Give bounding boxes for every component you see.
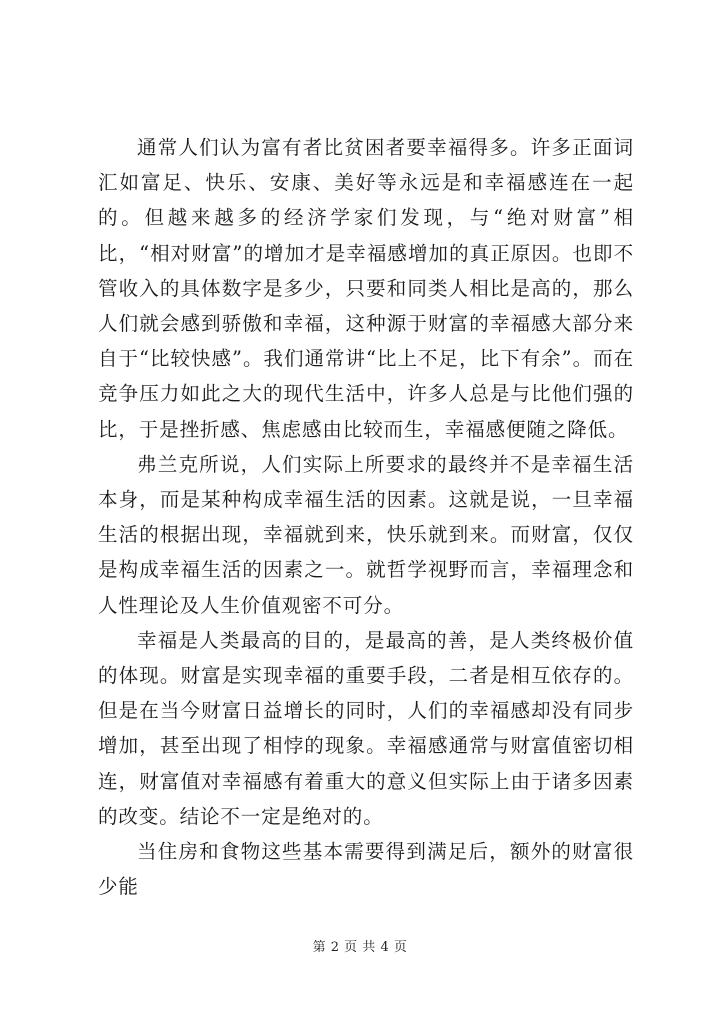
paragraph-4: 当住房和食物这些基本需要得到满足后，额外的财富很少能	[98, 840, 634, 899]
body-text	[98, 130, 634, 904]
paragraph-3: 幸福是人类最高的目的，是最高的善，是人类终极价值的体现。财富是实现幸福的重要手段，二者是相互依存的。但是在当今财富日益增长的同时，人们的幸福感却没有同步增加，甚至出现了相悖的现象。幸福感通常与财富值密切相连，财富值对幸福感有着重大的意义但实际上由于诸多因素的改变。结论不一定是绝对的。	[98, 628, 634, 828]
page-number-footer: 第 2 页 共 4 页	[312, 940, 408, 955]
paragraph-1: 通常人们认为富有者比贫困者要幸福得多。许多正面词汇如富足、快乐、安康、美好等永远是和幸福感连在一起的。但越来越多的经济学家们发现，与“绝对财富”相比，“相对财富”的增加才是幸福感增加的真正原因。也即不管收入的具体数字是多少，只要和同类人相比是高的，那么人们就会感到骄傲和幸福，这种源于财富的幸福感大部分来自于“比较快感”。我们通常讲“比上不足，比下有余”。而在竞争压力如此之大的现代生活中，许多人总是与比他们强的比，于是挫折感、焦虑感由比较而生，幸福感便随之降低。	[98, 136, 634, 441]
paragraph-2: 弗兰克所说，人们实际上所要求的最终并不是幸福生活本身，而是某种构成幸福生活的因素。这就是说，一旦幸福生活的根据出现，幸福就到来，快乐就到来。而财富，仅仅是构成幸福生活的因素之一。就哲学视野而言，幸福理念和人性理论及人生价值观密不可分。	[98, 452, 634, 617]
